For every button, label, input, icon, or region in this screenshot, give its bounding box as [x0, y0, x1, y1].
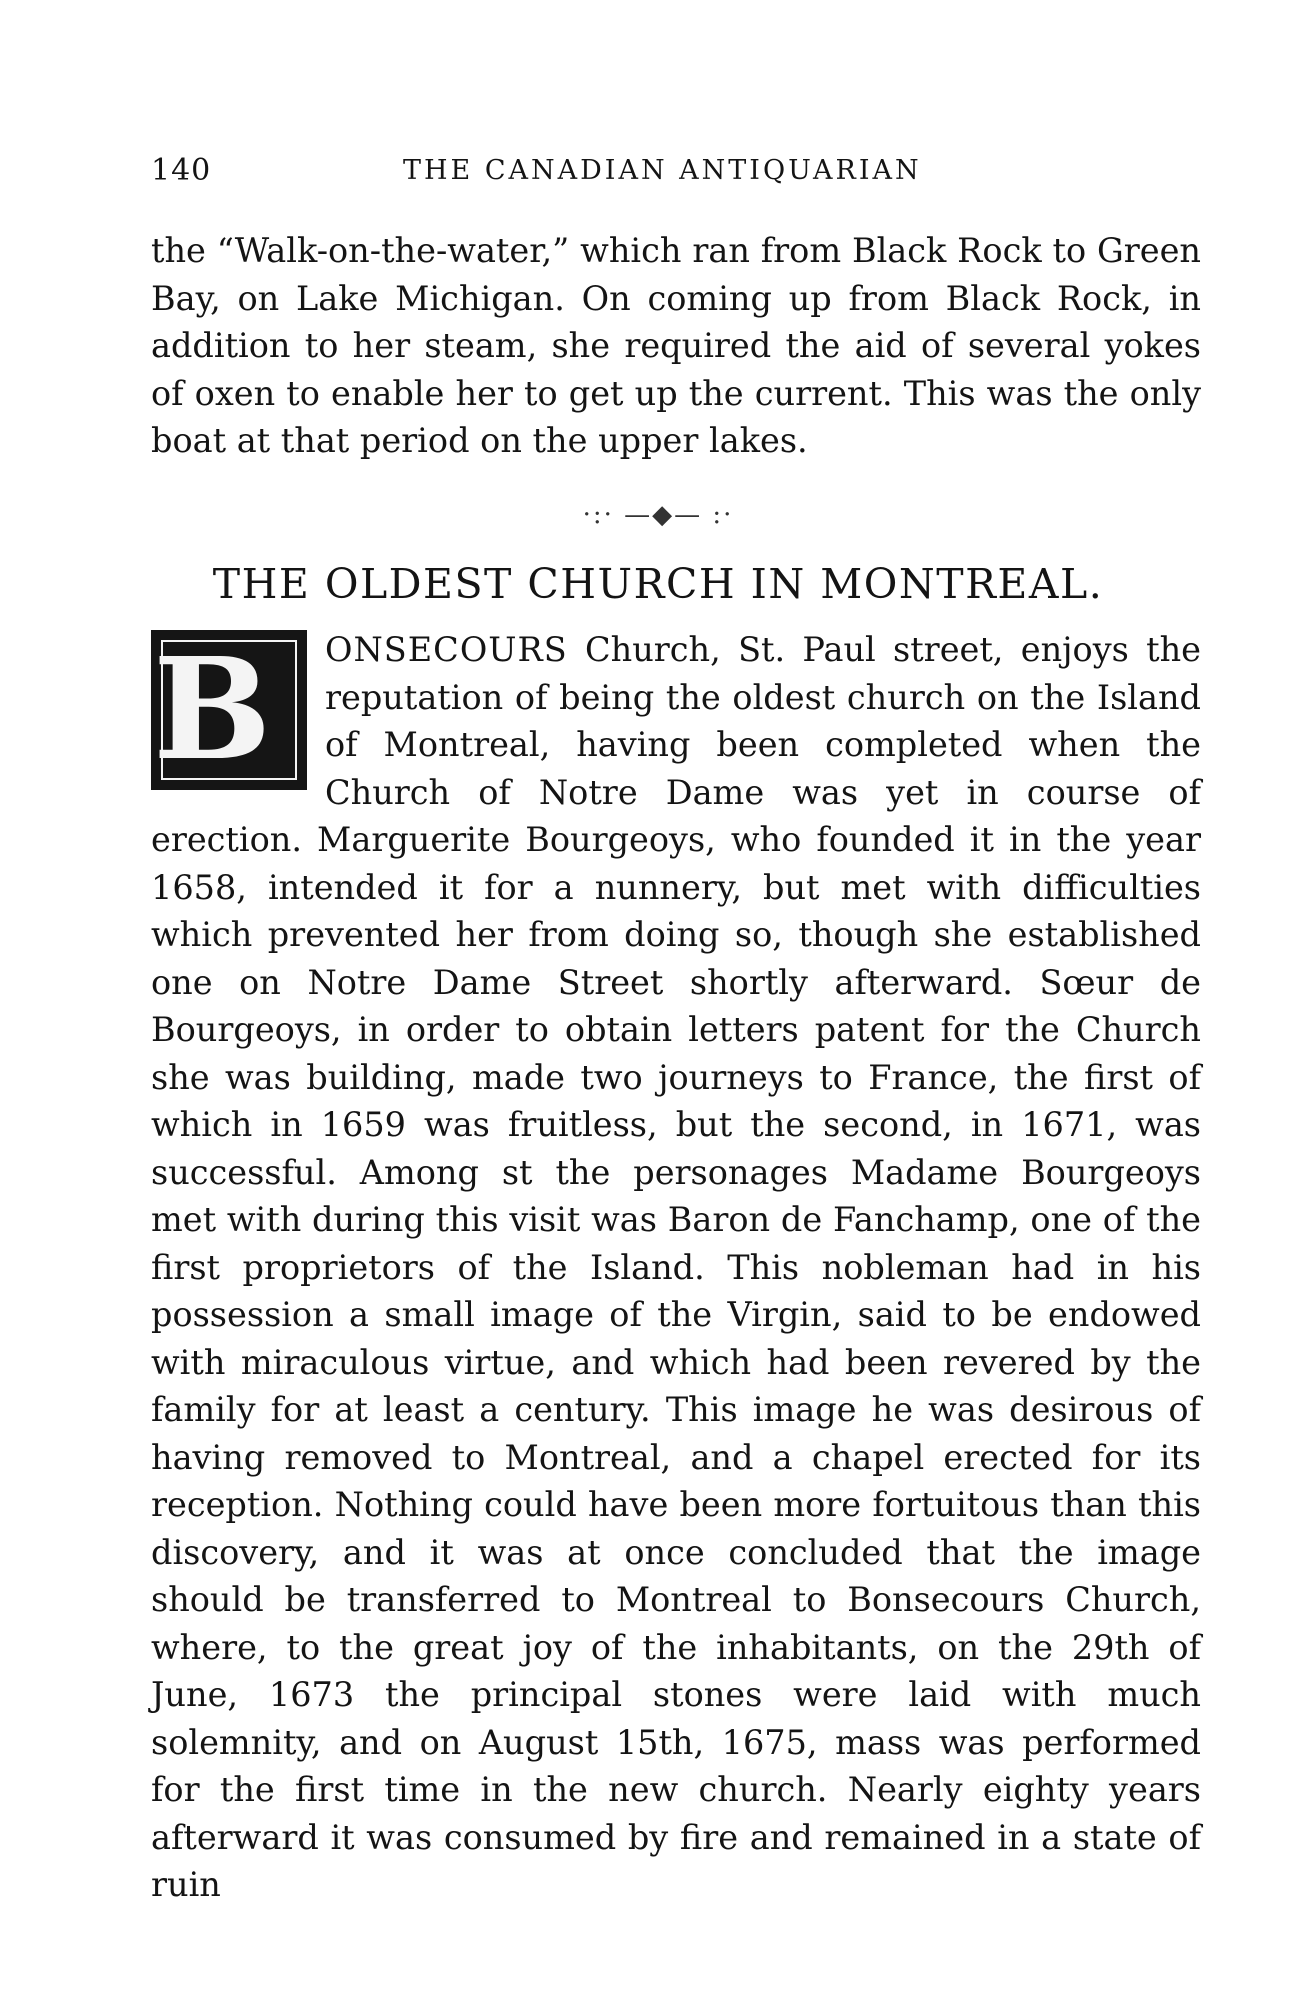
drop-cap-letter: B: [153, 628, 272, 792]
article-paragraph: [151, 626, 1201, 1909]
article-title: THE OLDEST CHURCH IN MONTREAL.: [212, 560, 1104, 608]
journal-title: THE CANADIAN ANTIQUARIAN: [403, 155, 922, 186]
lead-in-word: ONSECOURS: [325, 630, 568, 669]
drop-cap: [151, 630, 307, 790]
running-head: [151, 153, 1201, 193]
article-body-text: Church, St. Paul street, enjoys the reputation of being the oldest church on the Island of Montreal, having been completed when the Church of Notre Dame was yet in course of erection. Marguerite Bourgeoys, who founded it in the year 1658, intended it for a nunnery, but met with difficulties which prevented her from doing so, though she established one on Notre Dame Street shortly afterward. Sœur de Bourgeoys, in order to obtain letters patent for the Church she was building, made two journeys to France, the first of which in 1659 was fruitless, but the second, in 1671, was successful. Among st the personages Madame Bourgeoys met with during this visit was Baron de Fanchamp, one of the first proprietors of the Island. This nobleman had in his possession a small image of the Virgin, said to be endowed with miraculous virtue, and which had been revered by the family for at least a century. This image he was desirous of having removed to Montreal, and a chapel erected for its reception. Nothing could have been more fortuitous than this discovery, and it was at once concluded that the image should be transferred to Montreal to Bonsecours Church, where, to the great joy of the inhabitants, on the 29th of June, 1673 the principal stones were laid with much solemnity, and on August 15th, 1675, mass was performed for the first time in the new church. Nearly eighty years afterward it was consumed by fire and remained in a state of ruin: [151, 630, 1201, 1904]
page-number: 140: [151, 153, 212, 188]
section-ornament: ·:· —◆— :·: [582, 500, 734, 530]
continued-paragraph: the “Walk-on-the-water,” which ran from Black Rock to Green Bay, on Lake Michigan. On coming up from Black Rock, in addition to her steam, she required the aid of several yokes of oxen to enable her to get up the current. This was the only boat at that period on the upper lakes.: [151, 231, 1201, 460]
